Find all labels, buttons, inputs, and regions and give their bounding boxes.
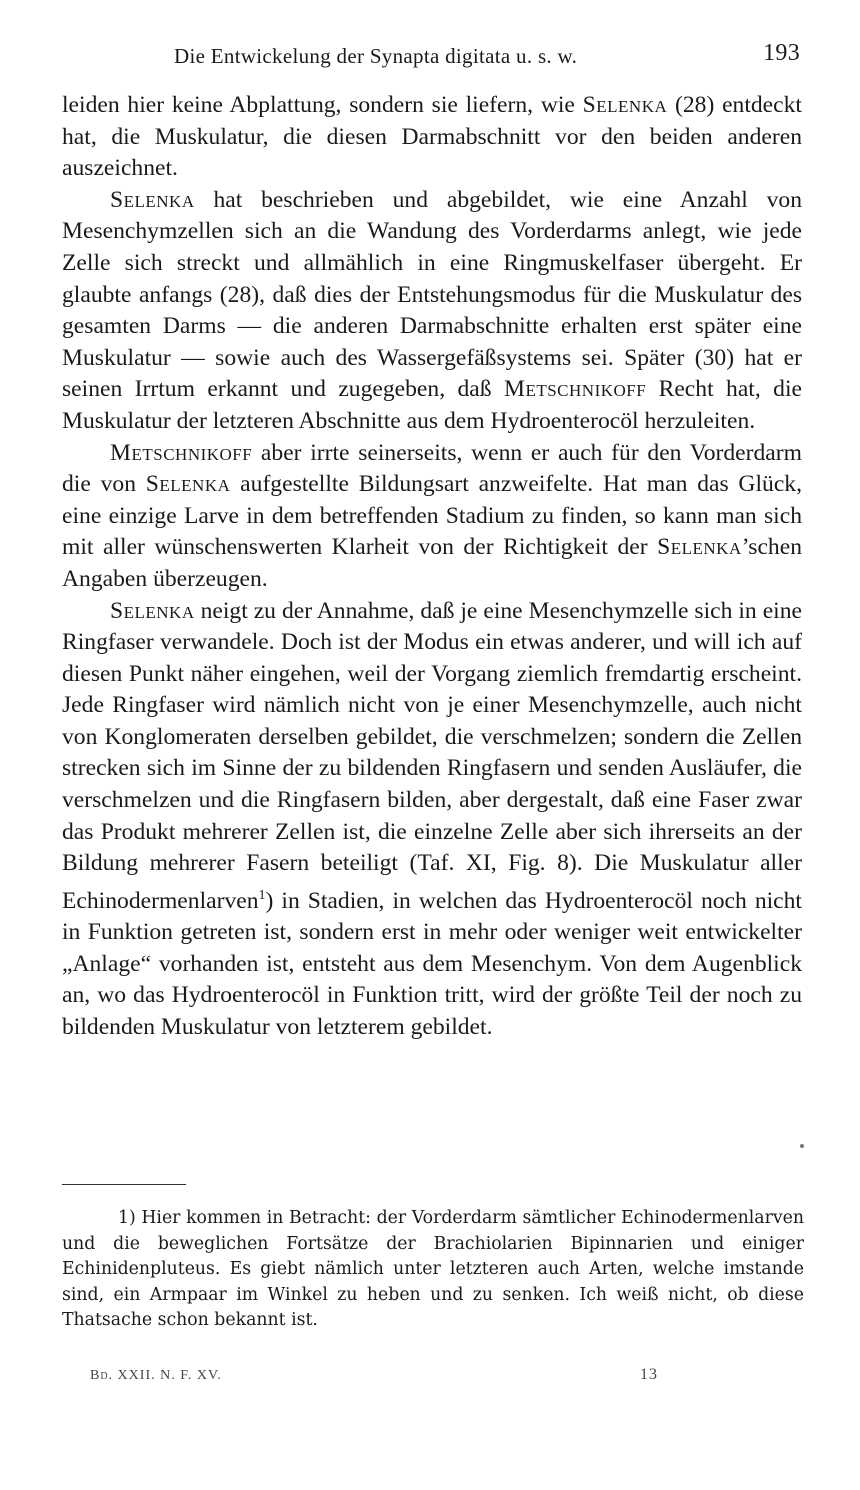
footnote-marker: 1 <box>258 887 266 903</box>
body-text <box>62 90 802 1044</box>
text-run: neigt zu der Annahme, daß je eine Mesenchymzelle sich in eine Ringfaser verwandele. Doch ist der Modus ein etwas anderer, und will ich auf diesen Punkt näher eingehen, weil der Vorgang ziemlich fremdartig erscheint. Jede Ringfaser wird nämlich nicht von je einer Mesenchymzelle, auch nicht von Konglomeraten derselben gebildet, die verschmelzen; sondern die Zellen strecken sich im Sinne der zu bildenden Ringfasern und senden Ausläufer, die verschmelzen und die Ringfasern bilden, aber dergestalt, daß eine Faser zwar das Produkt mehrerer Zellen ist, die einzelne Zelle aber sich ihrerseits an der Bildung mehrerer Fasern beteiligt (Taf. XI, Fig. 8). Die Muskulatur aller Echinodermenlarven <box>62 597 802 914</box>
text-run: (28) entdeckt hat, die Muskulatur, die diesen Darmabschnitt vor den beiden anderen auszeichnet. <box>62 92 802 182</box>
text-run: ’schen Angaben überzeugen. <box>62 534 802 592</box>
paragraph-3 <box>62 438 802 596</box>
author-name: Selenka <box>145 471 231 498</box>
text-run: aufgestellte Bildungsart anzweifelte. Hat man das Glück, eine einzige Larve in dem betreffenden Stadium zu finden, so kann man sich mit aller wünschenswerten Klarheit von der Richtigkeit der <box>62 471 802 561</box>
author-name: Selenka <box>110 597 195 624</box>
running-head <box>62 40 802 70</box>
print-speck <box>800 1144 804 1148</box>
paragraph-4 <box>62 596 802 1044</box>
text-run: ) in Stadien, in welchen das Hydroenterocöl noch nicht in Funktion getreten ist, sondern erst in mehr oder weniger weit entwickelter „Anlage“ vorhanden ist, entsteht aus dem Mesenchym. Von dem Augenblick an, wo das Hydroenterocöl in Funktion tritt, wird der größte Teil der noch zu bildenden Muskulatur von letzterem gebildet. <box>62 887 802 1041</box>
volume-signature: Bd. XXII. N. F. XV. <box>90 1368 222 1383</box>
sheet-number: 13 <box>640 1366 658 1383</box>
author-name: Selenka <box>582 92 668 118</box>
signature-line <box>62 1368 802 1390</box>
paragraph-1 <box>62 90 802 185</box>
author-name: Selenka <box>657 534 742 561</box>
text-run: aber irrte seinerseits, wenn er auch für den Vorderdarm die von <box>62 439 802 498</box>
paragraph-2 <box>62 185 802 438</box>
text-run: hat beschrieben und abgebildet, wie eine Anzahl von Mesenchymzellen sich an die Wandung des Vorderdarms anlegt, wie jede Zelle sich streckt und allmählich in eine Ringmuskelfaser übergeht. Er glaubte anfangs (28), daß dies der Entstehungsmodus für die Muskulatur des gesamten Darms — die anderen Darmabschnitte erhalten erst später eine Muskulatur — sowie auch des Wassergefäßsystems sei. Später (30) hat er seinen Irrtum erkannt und zugegeben, daß <box>62 186 802 403</box>
footnote: 1) Hier kommen in Betracht: der Vorderdarm sämtlicher Echinodermenlarven und die beweglichen Fortsätze der Brachiolarien Bipinnarien und einiger Echinidenpluteus. Es giebt nämlich unter letzteren auch Arten, welche imstande sind, ein Armpaar im Winkel zu heben und zu senken. Ich weiß nicht, ob diese Thatsache schon bekannt ist. <box>62 1208 804 1330</box>
author-name: Metschnikoff <box>503 376 647 403</box>
running-title: Die Entwickelung der Synapta digitata u. s. w. <box>174 44 578 68</box>
text-run: Recht hat, die Muskulatur der letzteren Abschnitte aus dem Hydroenterocöl herzuleiten. <box>62 376 802 434</box>
page-number: 193 <box>763 40 800 66</box>
text-run: leiden hier keine Abplattung, sondern sie liefern, wie <box>62 92 583 118</box>
author-name: Metschnikoff <box>110 439 253 466</box>
footnote-separator <box>62 1184 186 1185</box>
author-name: Selenka <box>110 186 195 213</box>
